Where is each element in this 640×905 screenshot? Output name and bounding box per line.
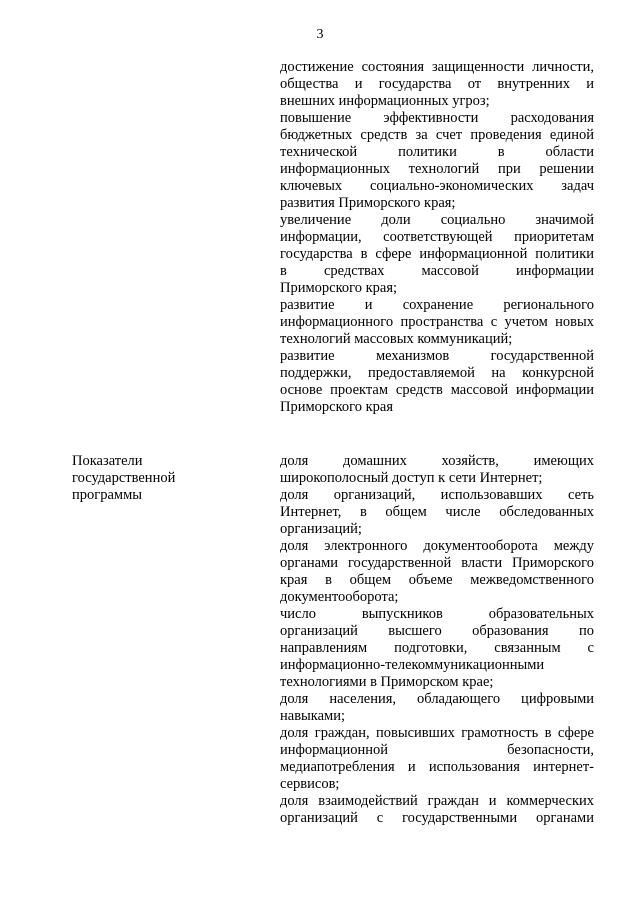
section-label-line: государственной (72, 470, 176, 486)
text-line: доля взаимодействий граждан и коммерческих (280, 793, 594, 809)
indicators-column (280, 453, 594, 827)
text-line: документооборота; (280, 589, 399, 605)
text-line: повышение эффективности расходования (280, 110, 594, 126)
text-line: достижение состояния защищенности личности, (280, 59, 594, 75)
text-line: края в общем объеме межведомственного (280, 572, 594, 588)
text-line: направлениям подготовки, связанным с (280, 640, 594, 656)
text-line: государства в сфере информационной политики (280, 246, 594, 262)
text-line: технологий массовых коммуникаций; (280, 331, 513, 347)
text-line: органами государственной власти Приморского (280, 555, 594, 571)
text-line: поддержки, предоставляемой на конкурсной (280, 365, 594, 381)
text-line: общества и государства от внутренних и (280, 76, 594, 92)
text-line: технической политики в области (280, 144, 594, 160)
text-line: основе проектам средств массовой информации (280, 382, 594, 398)
section-label-line: Показатели (72, 453, 143, 469)
text-line: информационного пространства с учетом новых (280, 314, 594, 330)
page-number: 3 (316, 27, 324, 42)
text-line: доля домашних хозяйств, имеющих (280, 453, 594, 469)
text-line: развитие и сохранение регионального (280, 297, 594, 313)
text-line: доля организаций, использовавших сеть (280, 487, 594, 503)
text-line: развития Приморского края; (280, 195, 456, 211)
text-line: информации, соответствующей приоритетам (280, 229, 594, 245)
indicator-item (280, 793, 594, 827)
objective-item (280, 297, 594, 348)
text-line: увеличение доли социально значимой (280, 212, 594, 228)
text-line: информационной безопасности, (280, 742, 594, 758)
indicator-item (280, 691, 594, 725)
text-line: сервисов; (280, 776, 340, 792)
objective-item (280, 110, 594, 212)
text-line: медиапотребления и использования интернет- (280, 759, 594, 775)
text-line: ключевых социально-экономических задач (280, 178, 594, 194)
text-line: Приморского края; (280, 280, 398, 296)
text-line: Приморского края (280, 399, 394, 415)
text-line: информационно-телекоммуникационными (280, 657, 545, 673)
objective-item (280, 348, 594, 416)
text-line: в средствах массовой информации (280, 263, 594, 279)
text-line: доля граждан, повысивших грамотность в сфере (280, 725, 594, 741)
objectives-column (280, 59, 594, 416)
indicator-item (280, 538, 594, 606)
text-line: организаций высшего образования по (280, 623, 594, 639)
indicator-item (280, 453, 594, 487)
section-label-line: программы (72, 487, 142, 503)
text-line: технологиями в Приморском крае; (280, 674, 494, 690)
text-line: доля электронного документооборота между (280, 538, 594, 554)
indicator-item (280, 487, 594, 538)
text-line: информационных технологий при решении (280, 161, 594, 177)
text-line: широкополосный доступ к сети Интернет; (280, 470, 543, 486)
text-line: организаций; (280, 521, 362, 537)
text-line: навыками; (280, 708, 346, 724)
text-line: организаций с государственными органами (280, 810, 594, 826)
section-label-indicators (72, 453, 252, 504)
text-line: число выпускников образовательных (280, 606, 594, 622)
text-line: развитие механизмов государственной (280, 348, 594, 364)
indicator-item (280, 725, 594, 793)
objective-item (280, 59, 594, 110)
indicator-item (280, 606, 594, 691)
text-line: Интернет, в общем числе обследованных (280, 504, 594, 520)
text-line: доля населения, обладающего цифровыми (280, 691, 594, 707)
objective-item (280, 212, 594, 297)
text-line: бюджетных средств за счет проведения единой (280, 127, 594, 143)
text-line: внешних информационных угроз; (280, 93, 490, 109)
